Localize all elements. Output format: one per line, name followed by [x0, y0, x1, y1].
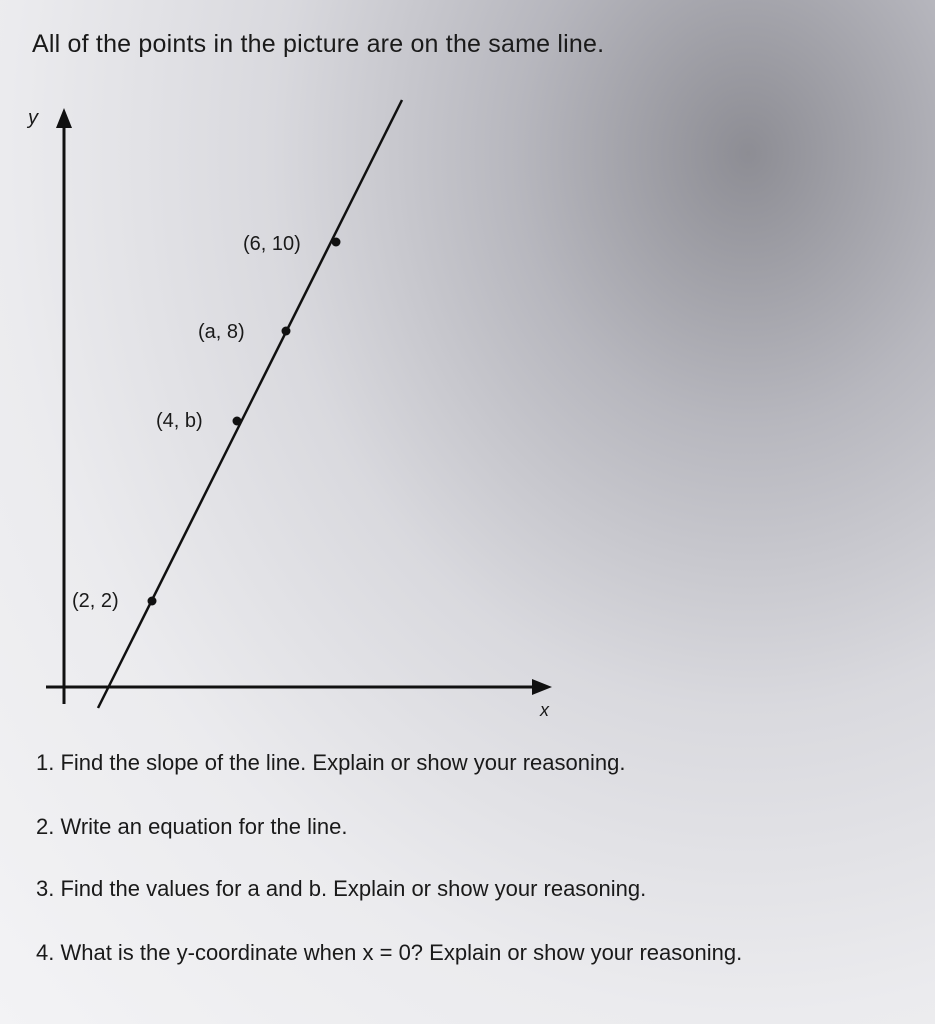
x-axis-arrow-icon — [532, 679, 552, 695]
point-4-b — [233, 417, 242, 426]
point-2-2 — [148, 597, 157, 606]
point-label-2-2: (2, 2) — [72, 590, 119, 612]
x-axis-label: x — [540, 700, 549, 720]
question-4: 4. What is the y-coordinate when x = 0? Explain or show your reasoning. — [36, 940, 743, 965]
y-axis-arrow-icon — [56, 108, 72, 128]
question-3: 3. Find the values for a and b. Explain or show your reasoning. — [36, 876, 647, 901]
point-label-4-b: (4, b) — [156, 410, 203, 432]
problem-statement: All of the points in the picture are on the same line. — [32, 30, 605, 58]
point-a-8 — [282, 327, 291, 336]
point-label-6-10: (6, 10) — [243, 233, 301, 255]
graphed-line — [98, 100, 402, 708]
y-axis-label: y — [28, 107, 38, 129]
question-2: 2. Write an equation for the line. — [36, 814, 348, 839]
question-1: 1. Find the slope of the line. Explain or show your reasoning. — [36, 750, 626, 775]
point-label-a-8: (a, 8) — [198, 321, 245, 343]
point-6-10 — [332, 238, 341, 247]
